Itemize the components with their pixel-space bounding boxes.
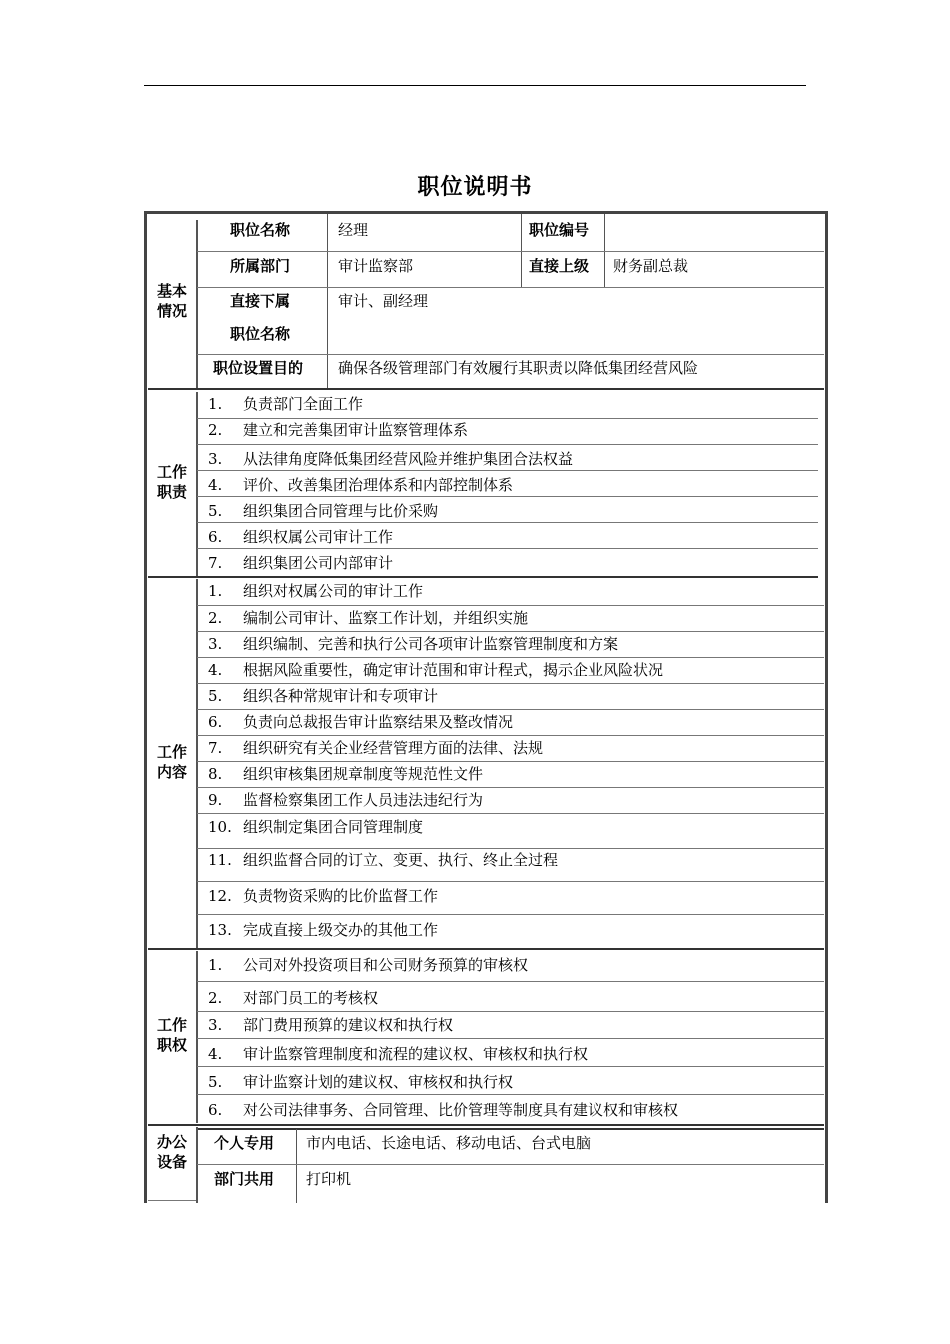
divider: [197, 605, 824, 606]
duty-text: 组织集团公司内部审计: [243, 554, 394, 572]
subordinate-value: 审计、副经理: [338, 292, 429, 310]
duty-text: 负责部门全面工作: [243, 395, 364, 413]
divider: [296, 1129, 297, 1203]
duty-number: 3.: [208, 450, 223, 468]
content-number: 10.: [208, 818, 232, 836]
job-name-value: 经理: [338, 221, 369, 239]
document-title: 职位说明书: [417, 175, 533, 200]
section-label-line: 设备: [156, 1153, 187, 1171]
content-text: 完成直接上级交办的其他工作: [243, 921, 439, 939]
job-name-label: 职位名称: [230, 221, 291, 239]
department-label: 所属部门: [230, 257, 291, 275]
content-text: 组织研究有关企业经营管理方面的法律、法规: [243, 739, 544, 757]
divider: [197, 761, 824, 762]
purpose-value: 确保各级管理部门有效履行其职责以降低集团经营风险: [338, 359, 699, 377]
content-text: 组织制定集团合同管理制度: [243, 818, 424, 836]
content-number: 7.: [208, 739, 223, 757]
authority-number: 6.: [208, 1101, 223, 1119]
subordinate-label: 职位名称: [230, 325, 291, 343]
content-number: 6.: [208, 713, 223, 731]
divider: [197, 1094, 824, 1095]
job-code-label: 职位编号: [529, 221, 590, 239]
section-label-line: 工作: [156, 463, 187, 481]
divider: [148, 948, 824, 950]
divider: [327, 214, 328, 388]
divider: [197, 813, 824, 814]
duty-number: 6.: [208, 528, 223, 546]
section-label-line: 内容: [156, 763, 187, 781]
subordinate-label: 直接下属: [230, 292, 291, 310]
divider: [196, 951, 198, 1123]
divider: [197, 709, 824, 710]
section-label-line: 工作: [156, 743, 187, 761]
divider: [197, 657, 824, 658]
content-number: 12.: [208, 887, 232, 905]
content-text: 监督检察集团工作人员违法违纪行为: [243, 791, 484, 809]
divider: [197, 251, 824, 252]
content-text: 根据风险重要性，确定审计范围和审计程式，揭示企业风险状况: [243, 661, 664, 679]
divider: [197, 631, 824, 632]
divider: [148, 1200, 196, 1201]
section-label-line: 情况: [156, 302, 187, 320]
shared-equipment-value: 打印机: [306, 1170, 352, 1188]
duty-number: 5.: [208, 502, 223, 520]
duty-number: 7.: [208, 554, 223, 572]
duty-text: 从法律角度降低集团经营风险并维护集团合法权益: [243, 450, 574, 468]
section-label-equipment: [148, 1132, 196, 1172]
personal-equipment-value: 市内电话、长途电话、移动电话、台式电脑: [306, 1134, 592, 1152]
divider: [148, 576, 818, 578]
divider: [197, 522, 818, 523]
department-value: 审计监察部: [338, 257, 414, 275]
shared-equipment-label: 部门共用: [214, 1170, 275, 1188]
content-number: 1.: [208, 582, 223, 600]
section-label-line: 办公: [156, 1133, 187, 1151]
divider: [197, 881, 824, 882]
section-label-line: 工作: [156, 1016, 187, 1034]
section-label-line: 基本: [156, 282, 187, 300]
divider: [197, 1011, 824, 1012]
divider: [197, 683, 824, 684]
divider: [197, 735, 824, 736]
divider: [197, 287, 824, 288]
authority-number: 1.: [208, 956, 223, 974]
divider: [197, 1164, 824, 1165]
authority-text: 对公司法律事务、合同管理、比价管理等制度具有建议权和审核权: [243, 1101, 679, 1119]
content-number: 13.: [208, 921, 232, 939]
divider: [197, 548, 818, 549]
section-label-line: 职权: [156, 1036, 187, 1054]
authority-text: 部门费用预算的建议权和执行权: [243, 1016, 454, 1034]
section-label-line: 职责: [156, 483, 187, 501]
authority-text: 公司对外投资项目和公司财务预算的审核权: [243, 956, 529, 974]
purpose-label: 职位设置目的: [213, 359, 304, 377]
divider: [197, 981, 824, 982]
superior-value: 财务副总裁: [613, 257, 689, 275]
divider: [148, 388, 824, 390]
content-number: 8.: [208, 765, 223, 783]
duty-text: 组织权属公司审计工作: [243, 528, 394, 546]
divider: [197, 418, 818, 419]
divider: [197, 1038, 824, 1039]
divider: [197, 444, 818, 445]
duty-text: 建立和完善集团审计监察管理体系: [243, 421, 469, 439]
content-number: 3.: [208, 635, 223, 653]
authority-text: 对部门员工的考核权: [243, 989, 379, 1007]
duty-text: 组织集团合同管理与比价采购: [243, 502, 439, 520]
divider: [196, 1127, 198, 1203]
section-label-authority: [148, 1015, 196, 1055]
superior-label: 直接上级: [529, 257, 590, 275]
duty-number: 1.: [208, 395, 223, 413]
content-text: 负责物资采购的比价监督工作: [243, 887, 439, 905]
authority-text: 审计监察管理制度和流程的建议权、审核权和执行权: [243, 1045, 589, 1063]
divider: [196, 392, 198, 578]
content-number: 9.: [208, 791, 223, 809]
authority-text: 审计监察计划的建议权、审核权和执行权: [243, 1073, 514, 1091]
content-number: 11.: [208, 851, 232, 869]
duty-number: 4.: [208, 476, 223, 494]
divider: [196, 579, 198, 949]
authority-number: 5.: [208, 1073, 223, 1091]
content-number: 4.: [208, 661, 223, 679]
divider: [197, 496, 818, 497]
section-label-content: [148, 742, 196, 782]
divider: [196, 220, 198, 388]
authority-number: 3.: [208, 1016, 223, 1034]
duty-text: 评价、改善集团治理体系和内部控制体系: [243, 476, 514, 494]
content-number: 2.: [208, 609, 223, 627]
divider: [148, 1124, 824, 1126]
section-label-duties: [148, 462, 196, 502]
divider: [197, 354, 824, 355]
header-rule: [144, 85, 806, 86]
content-text: 组织审核集团规章制度等规范性文件: [243, 765, 484, 783]
divider: [197, 1066, 824, 1067]
divider: [197, 914, 824, 915]
content-text: 编制公司审计、监察工作计划，并组织实施: [243, 609, 529, 627]
section-label-basic: [148, 281, 196, 321]
divider: [197, 787, 824, 788]
content-text: 负责向总裁报告审计监察结果及整改情况: [243, 713, 514, 731]
content-text: 组织编制、完善和执行公司各项审计监察管理制度和方案: [243, 635, 619, 653]
duty-number: 2.: [208, 421, 223, 439]
authority-number: 2.: [208, 989, 223, 1007]
divider: [197, 848, 824, 849]
authority-number: 4.: [208, 1045, 223, 1063]
content-number: 5.: [208, 687, 223, 705]
content-text: 组织监督合同的订立、变更、执行、终止全过程: [243, 851, 559, 869]
personal-equipment-label: 个人专用: [214, 1134, 275, 1152]
content-text: 组织对权属公司的审计工作: [243, 582, 424, 600]
content-text: 组织各种常规审计和专项审计: [243, 687, 439, 705]
divider: [197, 470, 818, 471]
divider: [197, 1128, 824, 1130]
